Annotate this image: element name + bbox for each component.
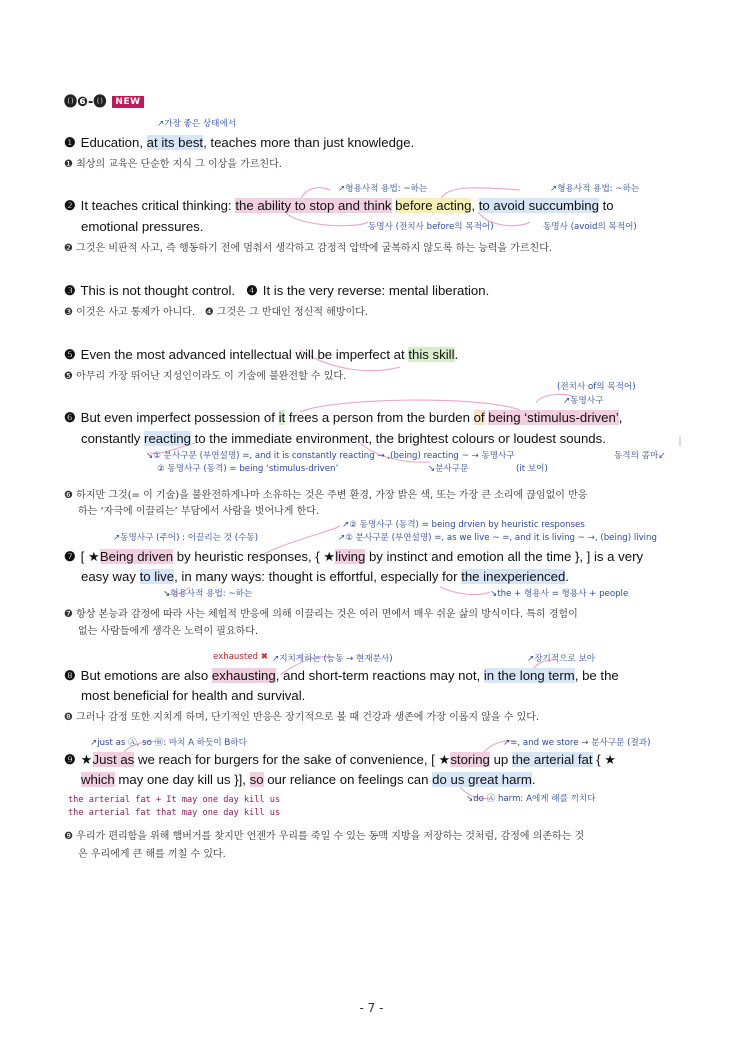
- s6-text-f: to the immediate environment, the brightest colours or loudest sounds.: [190, 431, 606, 446]
- s1-text-b: , teaches more than just knowledge.: [203, 135, 415, 150]
- s9-highlight-3: the arterial fat: [511, 752, 593, 767]
- s2-note-top1: ↗형용사적 용법: ~하는: [338, 184, 428, 194]
- s6-note-top2: ↗동명사구: [563, 396, 604, 406]
- s3-text: This is not thought control.: [80, 283, 236, 298]
- s8-korean: [64, 708, 539, 723]
- s1-ko-text: 최상의 교육은 단순한 지식 그 이상을 가르친다.: [76, 159, 282, 170]
- arc-s7-b: [440, 587, 490, 595]
- s2-note-bot1: 동명사 (전치사 before의 목적어): [368, 222, 494, 232]
- s5-ko-number: ❺: [64, 371, 73, 382]
- s7-highlight-3: to live: [139, 569, 175, 584]
- s7-text-c: by instinct and emotion all the time }, ] is a very: [365, 549, 644, 564]
- s2-english-line1: [64, 198, 614, 214]
- s6-note-b1: ↘① 분사구문 (부연설명) =, and it is constantly reacting → ,(being) reacting ~ → 동명사구: [146, 451, 515, 461]
- s8-note-red: exhausted ✖: [213, 652, 268, 662]
- s6-of: of: [473, 410, 485, 425]
- s6-note-b2: ② 동명사구 (동격) = being ‘stimulus-driven’: [157, 464, 339, 474]
- s7-highlight-4: the inexperienced: [461, 569, 566, 584]
- s8-english-line2: most beneficial for health and survival.: [81, 688, 306, 703]
- s8-ko-number: ❽: [64, 712, 73, 723]
- s9-ko-text-1: 우리가 편리함을 위해 햄버거를 찾지만 언젠가 우리를 죽일 수 있는 동맥 지방을 저장하는 것처럼, 감정에 의존하는 것: [76, 831, 585, 842]
- s7-number: ❼: [64, 549, 76, 564]
- s6-note-b3: ↘분사구문: [428, 464, 469, 474]
- s7-text-b: by heuristic responses, { ★: [173, 549, 336, 564]
- s9-highlight-6: do us great harm: [432, 772, 532, 787]
- s9-ko-number: ❾: [64, 831, 73, 842]
- s9-mono-line2: the arterial fat that may one day kill us: [68, 808, 281, 818]
- s9-english-line1: [64, 752, 616, 768]
- s3-english: [64, 283, 489, 299]
- s2-text-d: to: [598, 198, 614, 213]
- s6-korean-line1: [64, 486, 587, 501]
- s4-ko-text: 그것은 그 반대인 정신적 해방이다.: [216, 307, 368, 318]
- s9-text-d: { ★: [592, 752, 617, 767]
- s7-korean-line1: [64, 605, 578, 620]
- s7-note-t1: ↗동명사구 (주어) : 이끌리는 것 (수동): [113, 533, 259, 543]
- s9-highlight-4: which: [81, 772, 115, 787]
- s7-text-a: [ ★: [80, 549, 100, 564]
- s7-text-f: .: [565, 569, 569, 584]
- s5-korean: [64, 367, 346, 382]
- s3-number: ❸: [64, 283, 76, 298]
- s2-ko-number: ❷: [64, 243, 73, 254]
- s9-text-g: .: [531, 772, 536, 787]
- s2-ko-text: 그것은 비판적 사고, 즉 행동하기 전에 멈춰서 생각하고 감정적 압박에 굴복하지 않도록 하는 능력을 가르친다.: [76, 243, 553, 254]
- s7-ko-text-1: 항상 본능과 감정에 따라 사는 체험적 반응에 의해 이끌리는 것은 여러 면에서 매우 쉬운 삶의 방식이다. 특히 경험이: [76, 609, 578, 620]
- s2-highlight-1: the ability to stop and think: [235, 198, 392, 213]
- s1-text-a: Education,: [80, 135, 147, 150]
- s9-text-e: may one day kill us }],: [114, 772, 250, 787]
- s5-number: ❺: [64, 347, 76, 362]
- s9-mono-line1: the arterial fat + It may one day kill us: [68, 795, 281, 805]
- s7-text-e: , in many ways: thought is effortful, especially for: [174, 569, 462, 584]
- s9-text-c: up: [489, 752, 512, 767]
- s2-text-c: ,: [471, 198, 479, 213]
- arc-s2-c: [285, 212, 368, 226]
- s6-text-b: frees a person from the burden: [285, 410, 474, 425]
- s2-english-line2: emotional pressures.: [81, 219, 204, 234]
- s8-english-line1: [64, 668, 619, 684]
- s4-text: It is the very reverse: mental liberation.: [262, 283, 490, 298]
- s5-text-b: .: [454, 347, 459, 362]
- s3-ko-text: 이것은 사고 통제가 아니다.: [76, 307, 196, 318]
- s6-english-line1: [64, 410, 622, 426]
- s8-text-c: , be the: [574, 668, 619, 683]
- s8-number: ❽: [64, 668, 76, 683]
- s4-number: ❹: [246, 283, 258, 298]
- s2-highlight-3: to avoid succumbing: [478, 198, 599, 213]
- s9-highlight-2: storing: [450, 752, 490, 767]
- s6-number: ❻: [64, 410, 76, 425]
- s9-korean-line1: [64, 827, 584, 842]
- s4-ko-number: ❹: [204, 307, 214, 318]
- s9-korean-line2: 은 우리에게 큰 해를 끼칠 수 있다.: [78, 849, 226, 860]
- s7-highlight-2: living: [335, 549, 366, 564]
- s3-korean: [64, 303, 368, 318]
- s1-english: [64, 135, 414, 151]
- s1-note: ↗가장 좋은 상태에서: [157, 119, 237, 129]
- s5-ko-text: 아무리 가장 뛰어난 지성인이라도 이 기술에 불완전할 수 있다.: [76, 371, 347, 382]
- s5-text-a: Even the most advanced intellectual will be imperfect at: [80, 347, 409, 362]
- s8-note-t1: ↗지치게하는 (능동 → 현재분사): [272, 654, 393, 664]
- s7-english-line2: [81, 569, 569, 584]
- s6-korean-line2: 하는 ‘자극에 이끌리는’ 부담에서 사람을 벗어나게 한다.: [78, 506, 320, 517]
- s1-number: ❶: [64, 135, 76, 150]
- s9-note-t1: ↗just as Ⓐ, so Ⓑ: 마치 A 하듯이 B하다: [90, 738, 247, 748]
- s2-note-bot2: 동명사 (avoid의 목적어): [543, 222, 637, 232]
- s6-text-d: ,: [618, 410, 623, 425]
- s3-ko-number: ❸: [64, 307, 73, 318]
- s7-note-t2: ↗② 동명사구 (동격) = being drvien by heuristic responses: [342, 520, 585, 530]
- s9-highlight-1: Just as: [92, 752, 135, 767]
- s2-note-top2: ↗형용사적 용법: ~하는: [550, 184, 640, 194]
- s6-note-b5: 동격의 콤마↙: [614, 451, 666, 461]
- s5-english: [64, 347, 458, 363]
- s9-english-line2: [81, 772, 536, 787]
- s2-korean: [64, 239, 552, 254]
- s9-text-b: we reach for burgers for the sake of convenience, [ ★: [134, 752, 451, 767]
- s9-note-b1: ↘do Ⓐ harm: A에게 해를 끼치다: [466, 794, 596, 804]
- s6-ko-text-1: 하지만 그것(= 이 기술)을 불완전하게나마 소유하는 것은 주변 환경, 가장 밝은 색, 또는 가장 큰 소리에 끊임없이 반응: [76, 490, 588, 501]
- s7-note-b2: ↘the + 형용사 = 형용사 + people: [490, 589, 629, 599]
- s6-note-b4: (it 보어): [516, 464, 548, 474]
- s9-highlight-5: so: [249, 772, 264, 787]
- s7-ko-number: ❼: [64, 609, 73, 620]
- s8-text-b: , and short-term reactions may not,: [275, 668, 484, 683]
- s6-highlight-2: reacting: [144, 431, 191, 446]
- s9-text-f: our reliance on feelings can: [263, 772, 433, 787]
- s8-ko-text: 그러나 감정 또한 지치게 하며, 단기적인 반응은 장기적으로 볼 때 건강과 생존에 가장 이롭지 않을 수 있다.: [76, 712, 540, 723]
- s7-korean-line2: 없는 사람들에게 생각은 노력이 필요하다.: [78, 626, 259, 637]
- s6-note-top1: (전치사 of의 목적어): [557, 382, 636, 392]
- s8-highlight-2: in the long term: [483, 668, 575, 683]
- s5-highlight: this skill: [408, 347, 455, 362]
- s2-number: ❷: [64, 198, 76, 213]
- s6-ko-number: ❻: [64, 490, 73, 501]
- s7-english-line1: [64, 549, 643, 565]
- s7-highlight-1: Being driven: [99, 549, 174, 564]
- s7-note-t3: ↗① 분사구문 (부연설명) =, as we live ~ =, and it is living ~ →, (being) living: [338, 533, 657, 543]
- s8-highlight-1: exhausting: [211, 668, 276, 683]
- s9-text-a: ★: [80, 752, 93, 767]
- s1-ko-number: ❶: [64, 159, 73, 170]
- new-badge: NEW: [112, 96, 143, 108]
- s9-note-t2: ↗=, and we store → 분사구문 (결과): [503, 738, 651, 748]
- s6-it: it: [278, 410, 286, 425]
- s8-text-a: But emotions are also: [80, 668, 212, 683]
- page-number: - 7 -: [359, 1001, 384, 1015]
- section-code: ⓿❻-⓿: [64, 95, 107, 110]
- s6-text-a: But even imperfect possession of: [80, 410, 279, 425]
- s7-text-d: easy way: [81, 569, 140, 584]
- s1-korean: [64, 155, 282, 170]
- s6-english-line2: [81, 431, 606, 446]
- s6-text-e: constantly: [81, 431, 145, 446]
- s2-text-a: It teaches critical thinking:: [80, 198, 236, 213]
- s1-highlight: at its best: [146, 135, 204, 150]
- s6-highlight: being ‘stimulus-driven’: [488, 410, 619, 425]
- s9-number: ❾: [64, 752, 76, 767]
- s2-highlight-2: before acting: [395, 198, 472, 213]
- s8-note-t2: ↗장기적으로 보아: [527, 654, 596, 664]
- s7-note-b1: ↘형용사적 용법: ~하는: [163, 589, 253, 599]
